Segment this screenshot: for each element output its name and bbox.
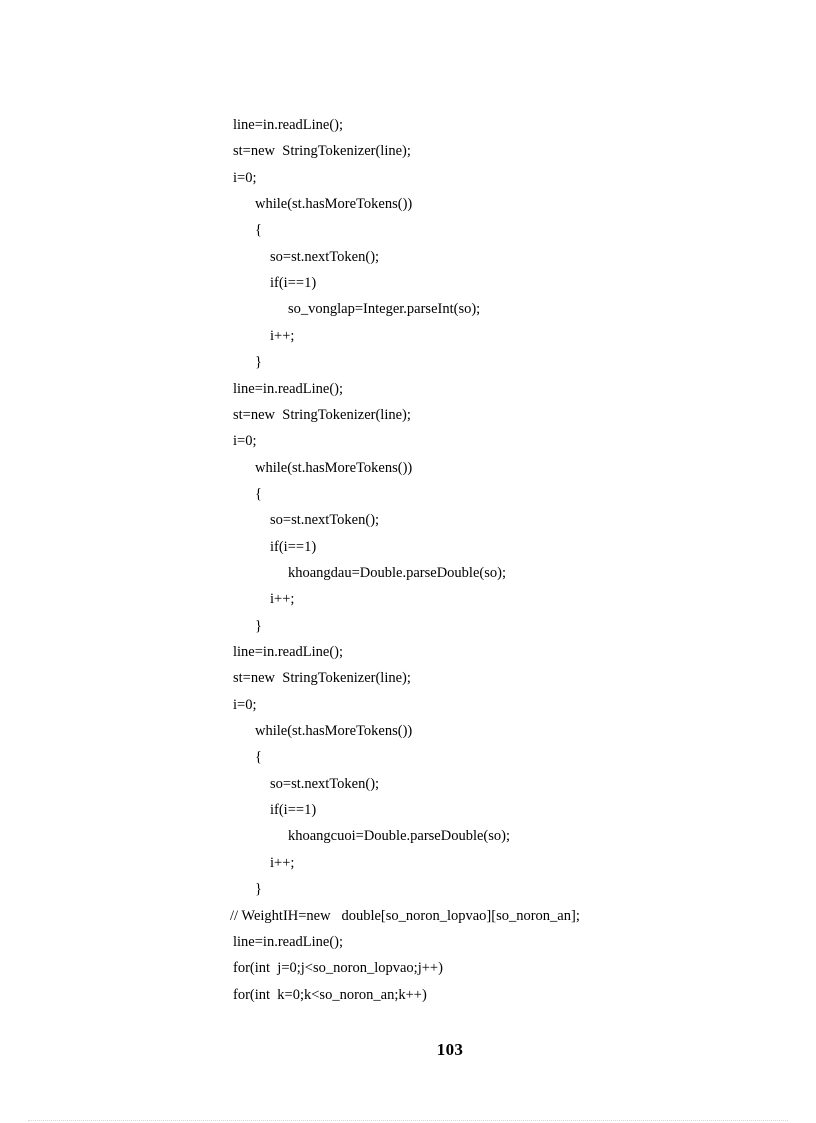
code-line: st=new StringTokenizer(line); (233, 406, 411, 423)
code-line: if(i==1) (270, 802, 317, 819)
code-line: so=st.nextToken(); (270, 512, 380, 529)
code-line: i=0; (233, 433, 257, 450)
code-line: } (255, 354, 262, 371)
code-line: i=0; (233, 696, 257, 713)
code-line: // WeightIH=new double[so_noron_lopvao][so_noron_an]; (230, 907, 580, 924)
code-line: i=0; (233, 169, 257, 186)
code-line: khoangdau=Double.parseDouble(so); (288, 564, 506, 581)
code-line: so=st.nextToken(); (270, 775, 380, 792)
code-line: i++; (270, 854, 295, 871)
code-line: while(st.hasMoreTokens()) (255, 723, 413, 740)
page-bottom-divider (28, 1120, 788, 1121)
code-line: } (255, 881, 262, 898)
code-line: line=in.readLine(); (233, 644, 344, 660)
code-line: while(st.hasMoreTokens()) (255, 459, 413, 476)
code-line: for(int k=0;k<so_noron_an;k++) (233, 986, 427, 1003)
code-line: khoangcuoi=Double.parseDouble(so); (288, 828, 510, 845)
code-line: } (255, 617, 262, 634)
code-line: i++; (270, 327, 295, 344)
code-line: so_vonglap=Integer.parseInt(so); (288, 301, 481, 318)
code-line: { (255, 485, 262, 502)
code-line: i++; (270, 591, 295, 608)
code-line: for(int j=0;j<so_noron_lopvao;j++) (233, 960, 443, 977)
code-line: if(i==1) (270, 538, 317, 555)
code-line: { (255, 222, 262, 239)
code-line: line=in.readLine(); (233, 380, 344, 397)
code-line: st=new StringTokenizer(line); (233, 670, 411, 687)
code-line: if(i==1) (270, 275, 317, 292)
code-line: st=new StringTokenizer(line); (233, 143, 411, 160)
code-line: while(st.hasMoreTokens()) (255, 196, 413, 213)
code-line: line=in.readLine(); (233, 117, 344, 133)
code-line: { (255, 749, 262, 766)
code-line: line=in.readLine(); (233, 933, 344, 950)
page-number: 103 (436, 1040, 464, 1059)
code-line: so=st.nextToken(); (270, 248, 380, 265)
